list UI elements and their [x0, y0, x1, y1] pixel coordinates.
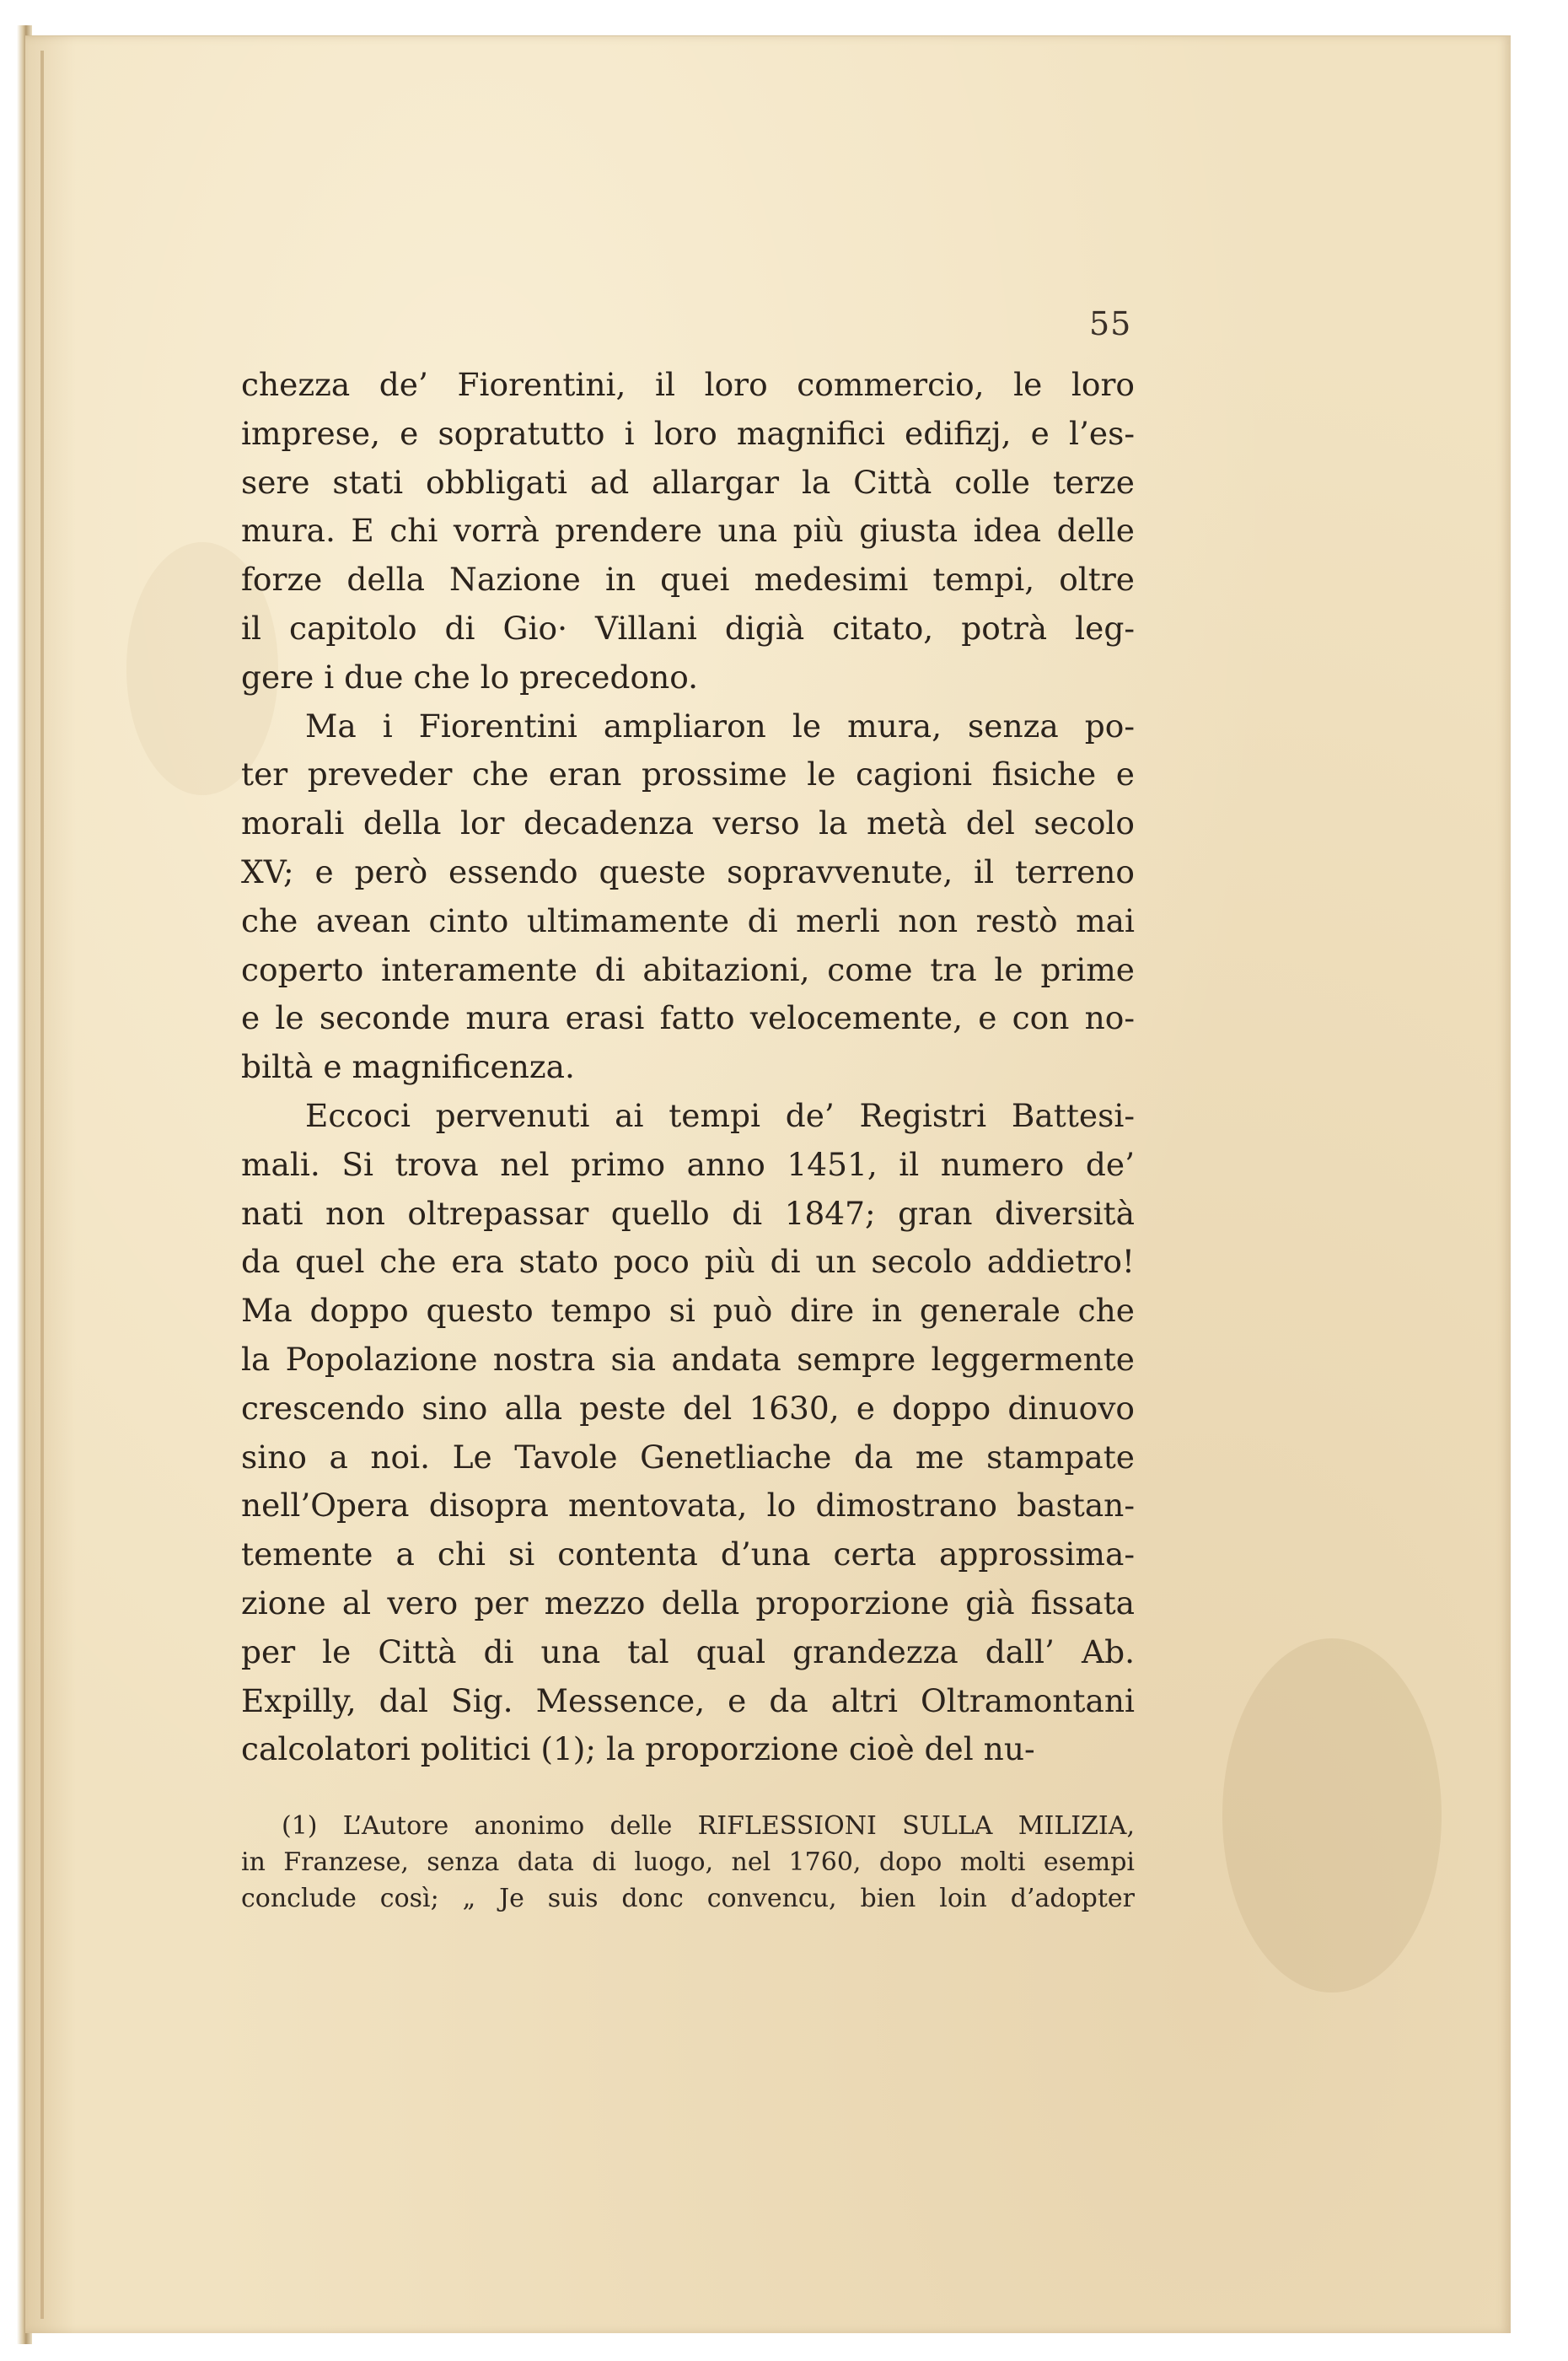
text-line: la Popolazione nostra sia andata sempre leggermente — [241, 1340, 1135, 1378]
page-number: 55 — [1089, 305, 1132, 342]
text-line: nell’Opera disopra mentovata, lo dimostrano bastan- — [241, 1487, 1135, 1525]
text-line: biltà e magnificenza. — [241, 1048, 575, 1086]
text-line: temente a chi si contenta d’una certa approssima- — [241, 1535, 1135, 1573]
text-line: sino a noi. Le Tavole Genetliache da me stampate — [241, 1438, 1135, 1476]
text-line: il capitolo di Gio· Villani digià citato, potrà leg- — [241, 609, 1135, 647]
text-line: morali della lor decadenza verso la metà del secolo — [241, 804, 1135, 842]
paper-stain — [1222, 1638, 1442, 1993]
text-line: Expilly, dal Sig. Messence, e da altri Oltramontani — [241, 1681, 1135, 1719]
text-line: e le seconde mura erasi fatto velocemente, e con no- — [241, 999, 1135, 1037]
text-line: Ma i Fiorentini ampliaron le mura, senza po- — [305, 707, 1135, 745]
footnote-line: conclude così; „ Je suis donc convencu, bien loin d’adopter — [241, 1884, 1135, 1914]
footnote — [241, 1808, 1135, 1917]
text-line: Ma doppo questo tempo si può dire in generale che — [241, 1292, 1135, 1330]
paragraph — [241, 702, 1135, 1092]
text-line: XV; e però essendo queste sopravvenute, il terreno — [241, 852, 1135, 890]
body-text — [241, 312, 1135, 1917]
text-line: gere i due che lo precedono. — [241, 658, 699, 696]
text-line: imprese, e sopratutto i loro magnifici edifizj, e l’es- — [241, 414, 1135, 452]
text-line: per le Città di una tal qual grandezza dall’ Ab. — [241, 1632, 1135, 1670]
text-line: mura. E chi vorrà prendere una più giusta idea delle — [241, 512, 1135, 550]
text-line: da quel che era stato poco più di un secolo addietro! — [241, 1243, 1135, 1281]
text-line: che avean cinto ultimamente di merli non restò mai — [241, 901, 1135, 939]
text-line: Eccoci pervenuti ai tempi de’ Registri Battesi- — [305, 1096, 1135, 1134]
text-line: chezza de’ Fiorentini, il loro commercio, le loro — [241, 366, 1135, 403]
text-line: ter preveder che eran prossime le cagioni fisiche e — [241, 756, 1135, 793]
text-line: calcolatori politici (1); la proporzione cioè del nu- — [241, 1730, 1035, 1768]
binding-edge-line — [40, 51, 44, 2319]
footnote-line: in Franzese, senza data di luogo, nel 1760, dopo molti esempi — [241, 1847, 1135, 1878]
text-line: nati non oltrepassar quello di 1847; gran diversità — [241, 1194, 1135, 1232]
text-line: zione al vero per mezzo della proporzione già fissata — [241, 1584, 1135, 1622]
text-line: forze della Nazione in quei medesimi tempi, oltre — [241, 561, 1135, 599]
footnote-line: (1) L’Autore anonimo delle RIFLESSIONI SULLA MILIZIA, — [282, 1811, 1135, 1842]
text-line: sere stati obbligati ad allargar la Città colle terze — [241, 463, 1135, 501]
text-line: coperto interamente di abitazioni, come tra le prime — [241, 950, 1135, 988]
text-line: crescendo sino alla peste del 1630, e doppo dinuovo — [241, 1389, 1135, 1427]
paragraph — [241, 1092, 1135, 1774]
text-line: mali. Si trova nel primo anno 1451, il numero de’ — [241, 1145, 1135, 1183]
paragraph — [241, 361, 1135, 702]
